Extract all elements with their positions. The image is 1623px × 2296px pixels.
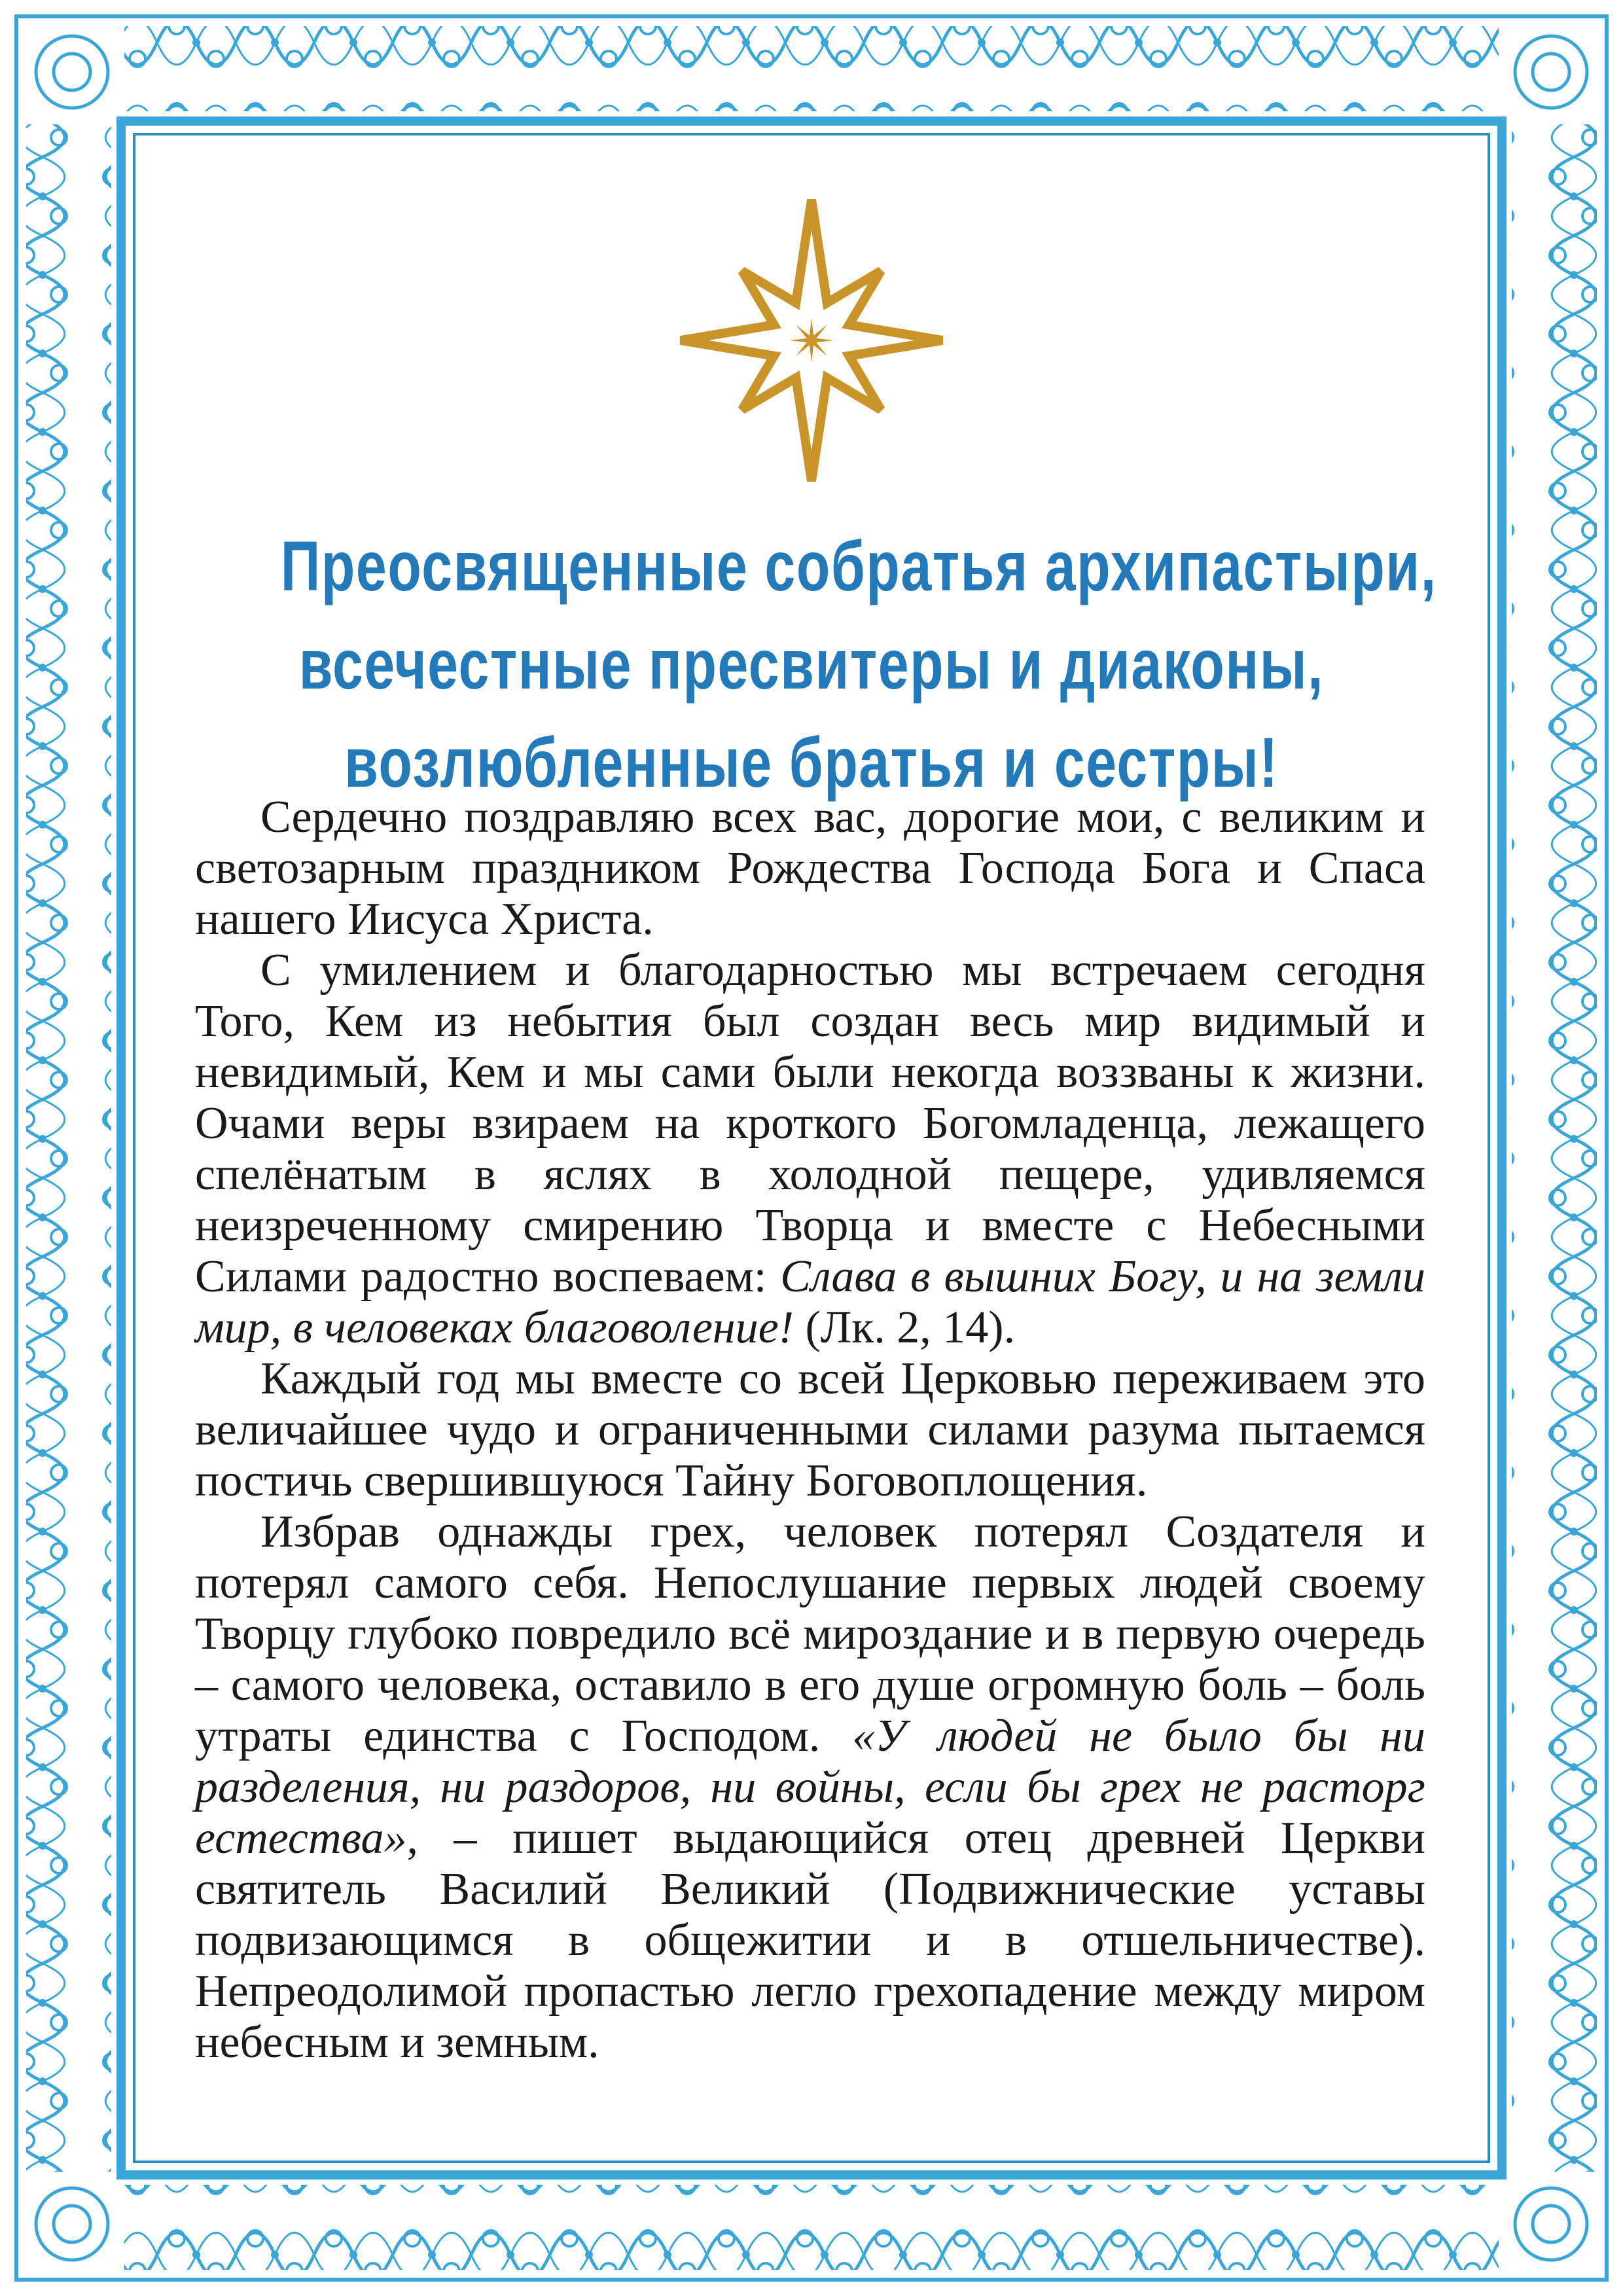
salutation-line-3: возлюбленные братья и сестры!: [344, 723, 1279, 802]
salutation-line-2: всечестные пресвитеры и диаконы,: [298, 624, 1325, 704]
paragraph-4: [195, 1507, 1425, 2068]
paragraph-1-text: Сердечно поздравляю всех вас, дорогие мои, с великим и светозарным праздником Рождества Господа Бога и Спаса нашего Иисуса Христа.: [195, 792, 1425, 944]
paragraph-3-text: Каждый год мы вместе со всей Церковью переживаем это величайшее чудо и ограниченными силами разума пытаемся постичь свершившуюся Тайну Боговоплощения.: [195, 1354, 1425, 1506]
eight-pointed-star-icon: [654, 183, 969, 497]
paragraph-4-continuation: , – пишет выдающийся отец древней Церкви святитель Василий Великий (Подвижнические уставы подвизающимся в общежитии и в отшельничестве). Непреодолимой пропастью легло грехопадение между миром небесным и земным.: [195, 1813, 1425, 2068]
paragraph-2-text: С умилением и благодарностью мы встречаем сегодня Того, Кем из небытия был создан весь мир видимый и невидимый, Кем и мы сами были некогда воззваны к жизни. Очами веры взираем на кроткого Богомладенца, лежащего спелёнатым в яслях в холодной пещере, удивляемся неизреченному смирению Творца и вместе с Небесными Силами радостно воспеваем:: [195, 945, 1425, 1302]
paragraph-2: [195, 945, 1425, 1354]
paragraph-3: [195, 1354, 1425, 1507]
basil-quote: «У людей не было бы ни разделения, ни раздоров, ни войны, если бы грех не расторг естества»: [195, 1711, 1426, 1863]
message-body: [195, 792, 1425, 2068]
paragraph-1: [195, 792, 1425, 945]
salutation-heading: [131, 517, 1492, 812]
scripture-reference: (Лк. 2, 14).: [794, 1302, 1016, 1353]
scripture-quote: Слава в вышних Богу, и на земли мир, в человеках благоволение!: [195, 1251, 1425, 1353]
salutation-line-1: Преосвященные собратья архипастыри,: [280, 526, 1437, 605]
paragraph-4-text: Избрав однажды грех, человек потерял Создателя и потерял самого себя. Непослушание первых людей своему Творцу глубоко повредило всё мироздание и в первую очередь – самого человека, оставило в его душе огромную боль – боль утраты единства с Господом.: [195, 1507, 1425, 1761]
